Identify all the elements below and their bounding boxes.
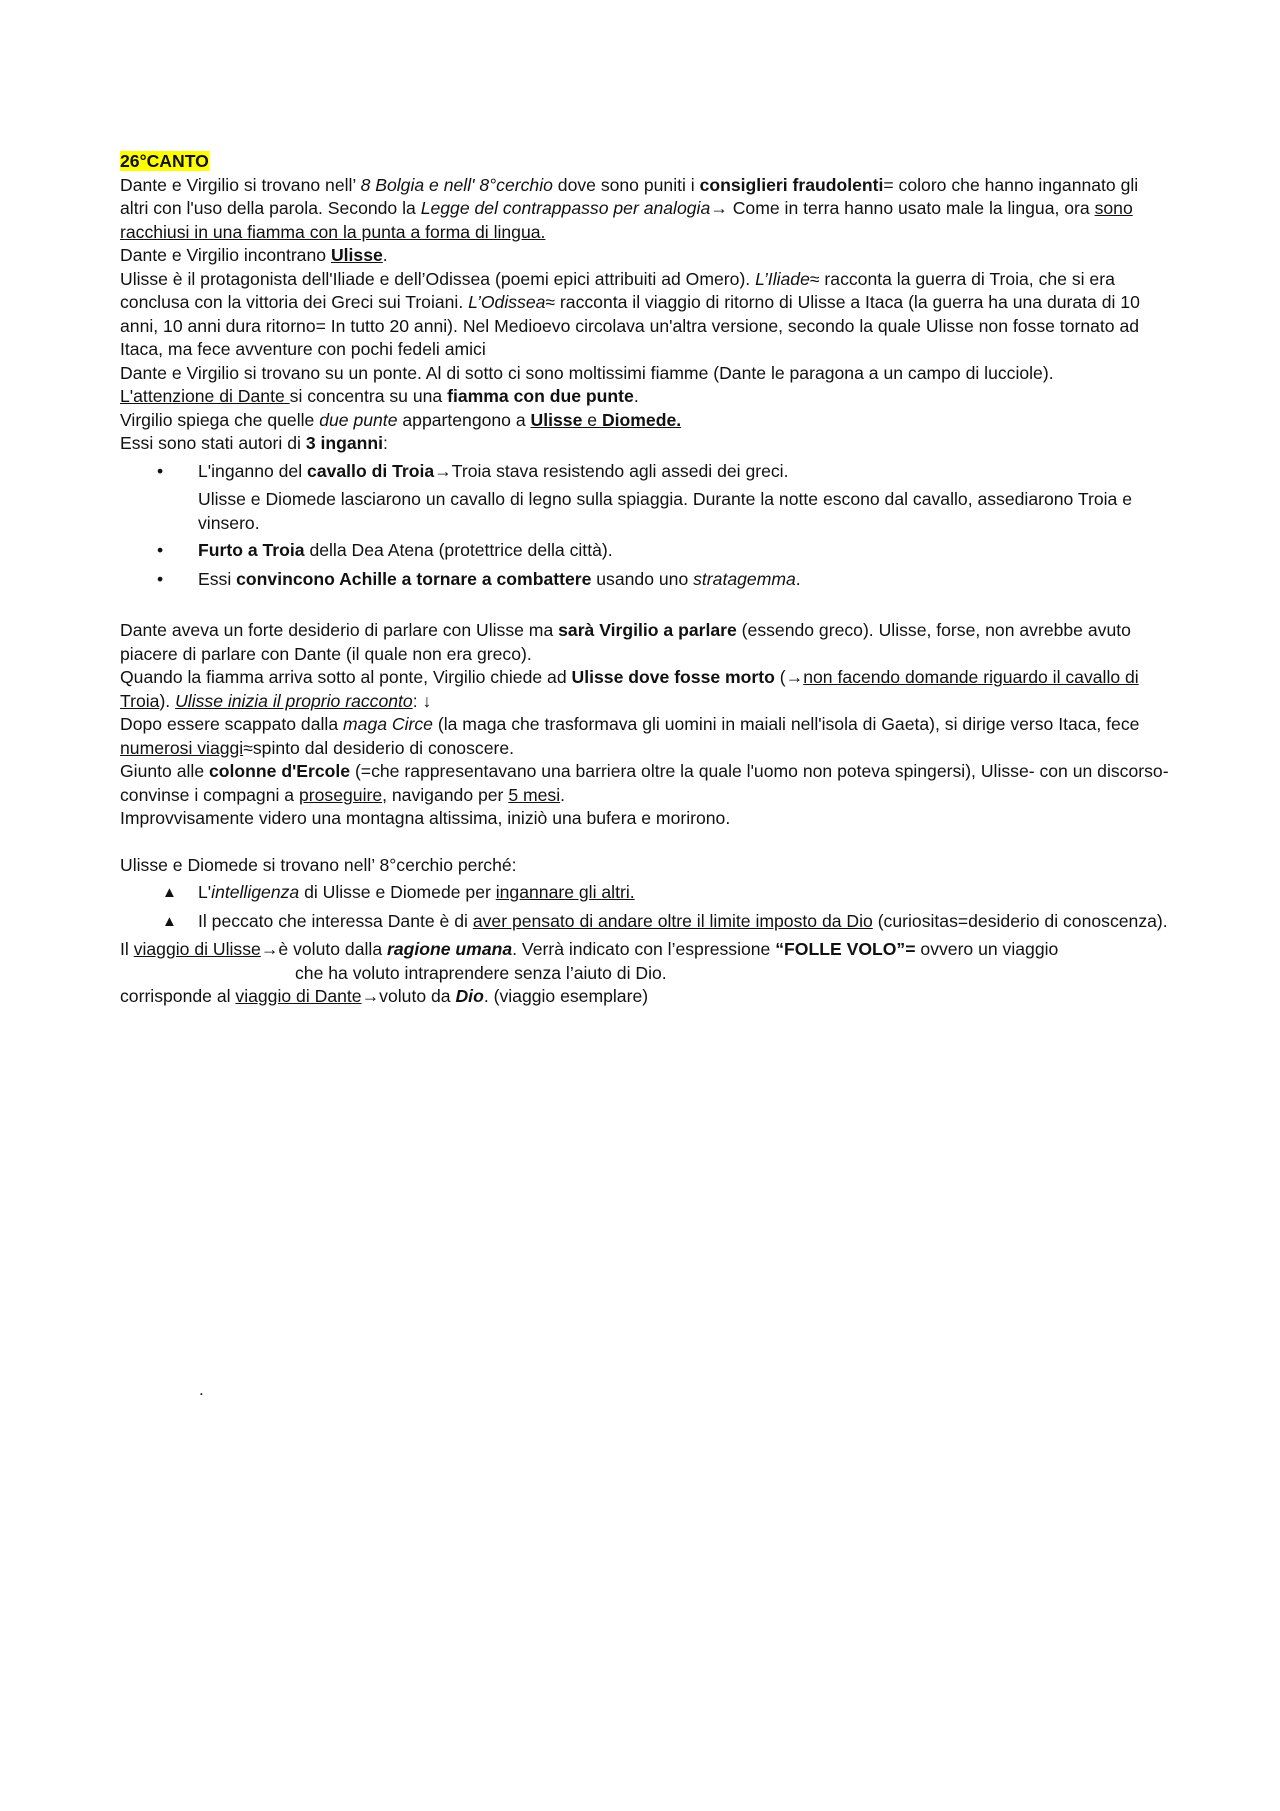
parlare-paragraph: Dante aveva un forte desiderio di parlare con Ulisse ma sarà Virgilio a parlare (essendo greco). Ulisse, forse, non avrebbe avuto piacere di parlare con Dante (il quale non era greco). (120, 620, 1131, 664)
document-body (120, 150, 1170, 1009)
list-item: • L'inganno del cavallo di Troia→Troia stava resistendo agli assedi dei greci. (120, 460, 1170, 484)
inganni-line: Essi sono stati autori di 3 inganni: (120, 433, 388, 453)
viaggio-dante-line: corrisponde al viaggio di Dante→voluto da Dio. (viaggio esemplare) (120, 986, 649, 1006)
bufera-line: Improvvisamente videro una montagna altissima, iniziò una bufera e morirono. (120, 808, 731, 828)
inganni-list-cont (120, 539, 1170, 591)
spiega-line: Virgilio spiega che quelle due punte appartengono a Ulisse e Diomede. (120, 409, 682, 430)
list-item: ▲ Il peccato che interessa Dante è di aver pensato di andare oltre il limite imposto da Dio (curiositas=desiderio di conoscenza). (120, 910, 1170, 934)
intro-paragraph: Dante e Virgilio si trovano nell’ 8 Bolgia e nell' 8°cerchio dove sono puniti i consiglieri fraudolenti= coloro che hanno ingannato gli altri con l'uso della parola. Secondo la Legge del contrappasso per analogia→ Come in terra hanno usato male la lingua, ora sono racchiusi in una fiamma con la punta a forma di lingua. (120, 174, 1139, 242)
list-item: • Essi convincono Achille a tornare a combattere usando uno stratagemma. (120, 568, 1170, 592)
page-title: 26°CANTO (120, 151, 209, 171)
bullet-icon: • (157, 568, 164, 589)
bullet-icon: • (157, 460, 164, 481)
inganni-list (120, 460, 1170, 484)
list-item: • Furto a Troia della Dea Atena (protettrice della città). (120, 539, 1170, 563)
stray-dot: . (199, 1380, 204, 1399)
circe-paragraph: Dopo essere scappato dalla maga Circe (la maga che trasformava gli uomini in maiali nell'isola di Gaeta), si dirige verso Itaca, fece numerosi viaggi≈spinto dal desiderio di conoscere. (120, 714, 1140, 758)
ulisse-paragraph: Ulisse è il protagonista dell'Iliade e dell’Odissea (poemi epici attribuiti ad Omero). L’Iliade≈ racconta la guerra di Troia, che si era conclusa con la vittoria dei Greci sui Troiani. L’Odissea≈ racconta il viaggio di ritorno di Ulisse a Itaca (la guerra ha una durata di 10 anni, 10 anni dura ritorno= In tutto 20 anni). Nel Medioevo circolava un'altra versione, secondo la quale Ulisse non fosse tornato ad Itaca, ma fece avventure con pochi fedeli amici (120, 268, 1140, 359)
fiamma-paragraph: Quando la fiamma arriva sotto al ponte, Virgilio chiede ad Ulisse dove fosse morto (→non facendo domande riguardo il cavallo di Troia). Ulisse inizia il proprio racconto: ↓ (120, 667, 1139, 711)
triangle-icon: ▲ (162, 884, 177, 901)
bullet-icon: • (157, 540, 164, 560)
ponte-line: Dante e Virgilio si trovano su un ponte. Al di sotto ci sono moltissimi fiamme (Dante le paragona a un campo di lucciole). (120, 362, 1054, 383)
meet-line: Dante e Virgilio incontrano Ulisse. (120, 245, 388, 265)
viaggio-ulisse-line: Il viaggio di Ulisse→è voluto dalla ragione umana. Verrà indicato con l’espressione “FOLLE VOLO”= ovvero un viaggio (120, 939, 1059, 959)
ercole-paragraph: Giunto alle colonne d'Ercole (=che rappresentavano una barriera oltre la quale l'uomo non poteva spingersi), Ulisse- con un discorso- convinse i compagni a proseguire, navigando per 5 mesi. (120, 761, 1169, 805)
triangle-icon: ▲ (162, 912, 177, 930)
viaggio-ulisse-cont: che ha voluto intraprendere senza l’aiuto di Dio. (295, 962, 667, 983)
perche-line: Ulisse e Diomede si trovano nell’ 8°cerchio perché: (120, 854, 517, 875)
attenzione-line: L'attenzione di Dante si concentra su una fiamma con due punte. (120, 386, 639, 406)
list-item-detail: Ulisse e Diomede lasciarono un cavallo di legno sulla spiaggia. Durante la notte escono dal cavallo, assediarono Troia e vinsero. (198, 489, 1132, 533)
perche-list (120, 881, 1170, 933)
list-item: ▲ L'intelligenza di Ulisse e Diomede per ingannare gli altri. (120, 881, 1170, 905)
